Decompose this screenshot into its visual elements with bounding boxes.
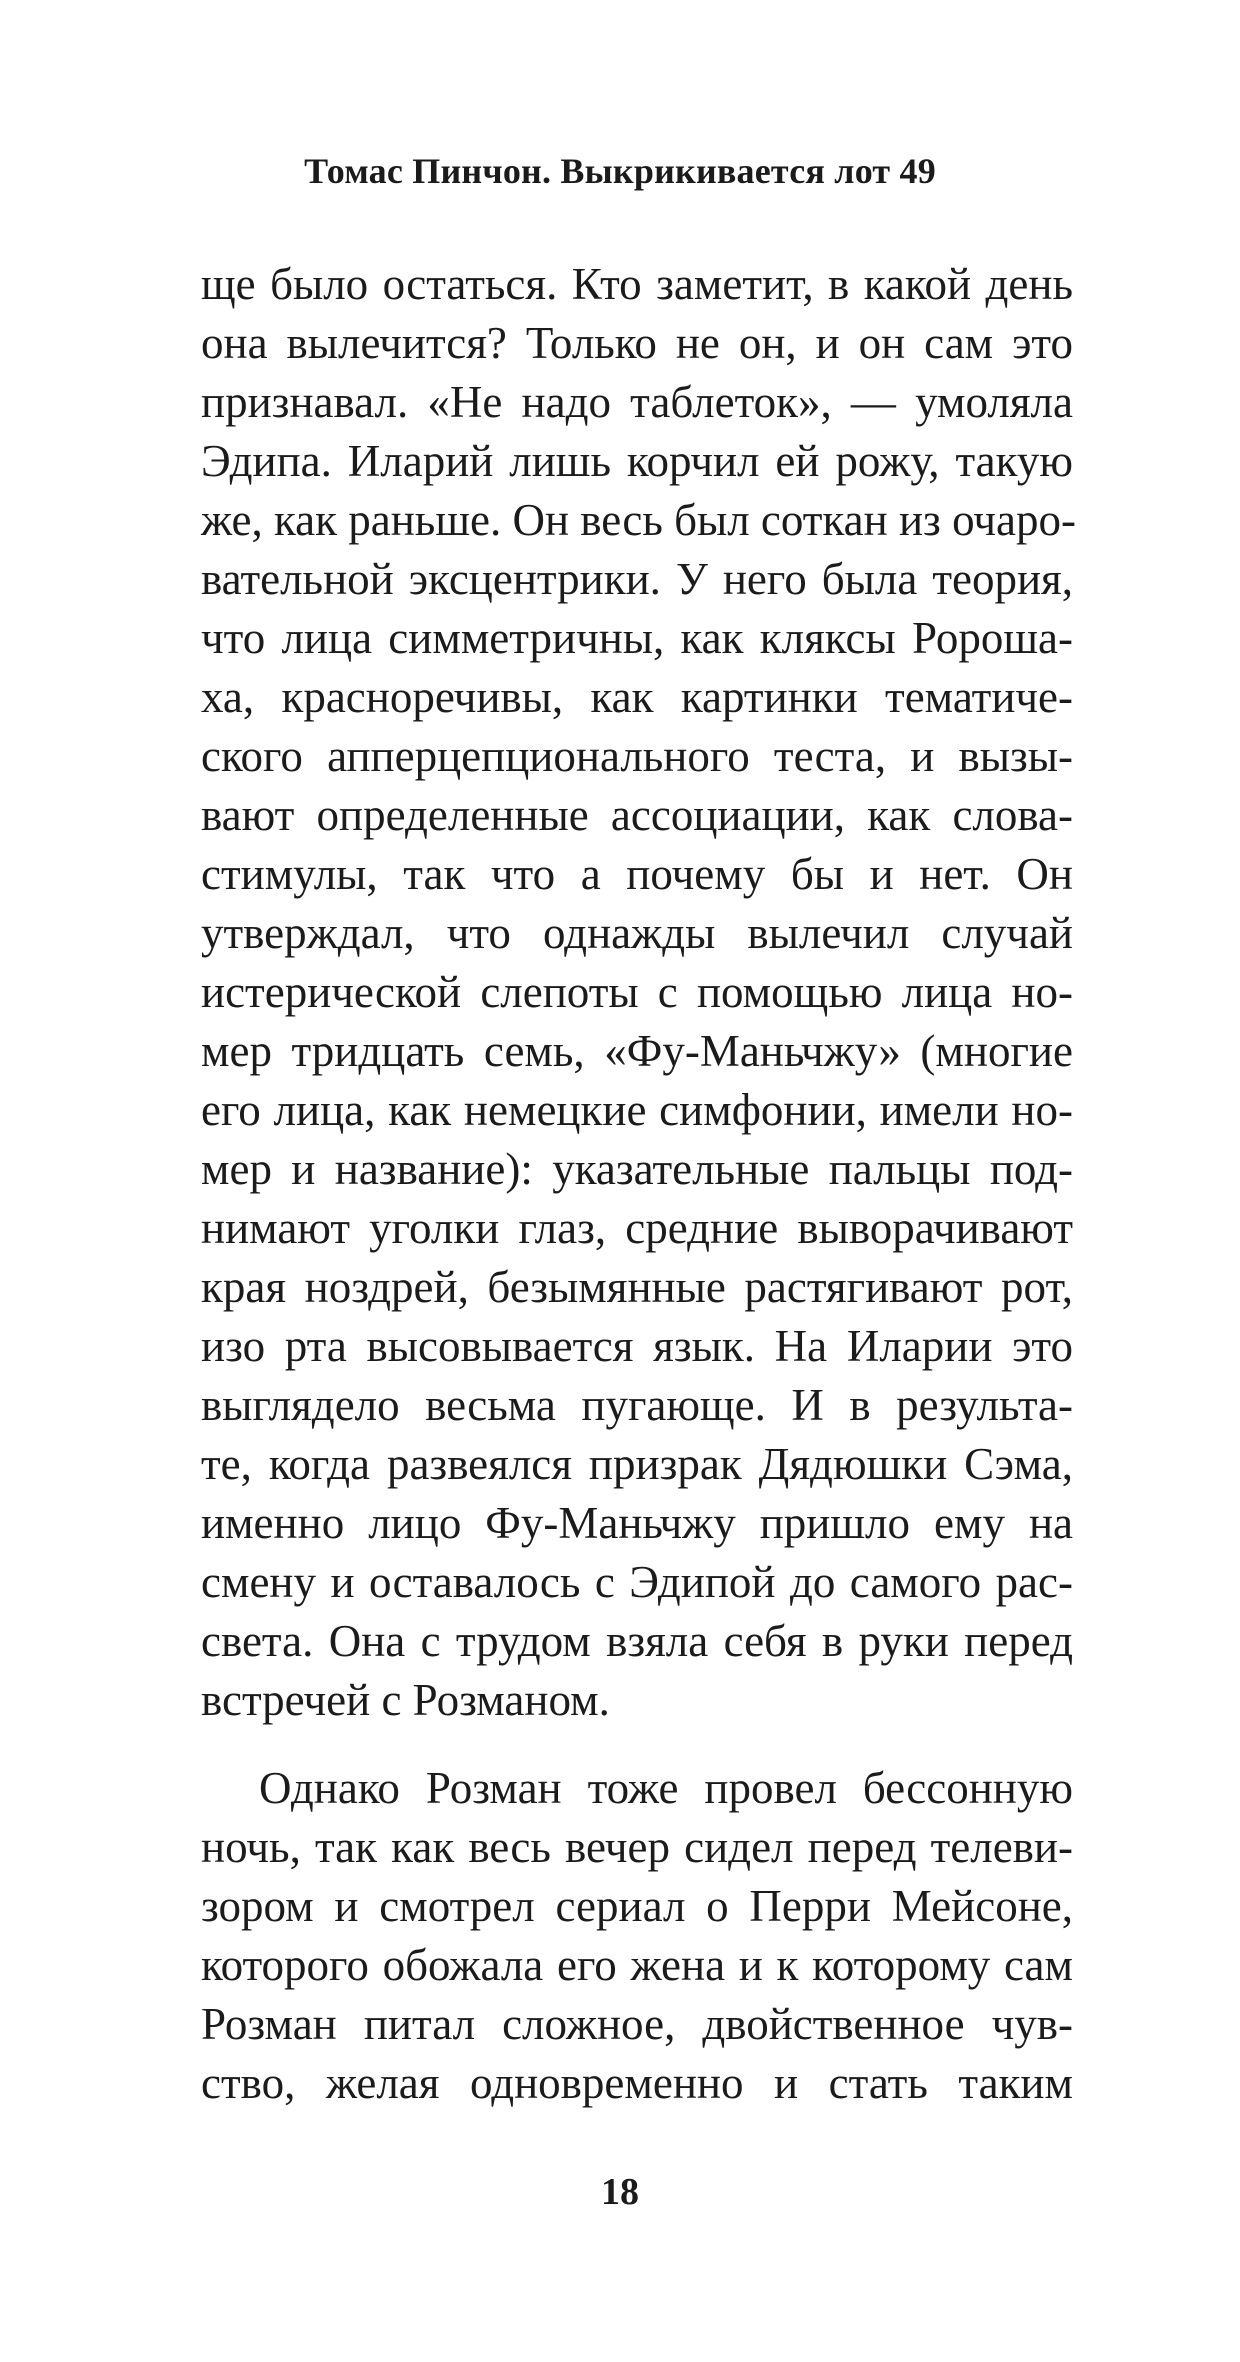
paragraph-spacing (201, 1730, 1073, 1759)
running-head: Томас Пинчон. Выкрикивается лот 49 (304, 151, 936, 191)
text-line: мер и название): указательные пальцы под- (201, 1144, 1073, 1194)
text-line: Эдипа. Иларий лишь корчил ей рожу, такую (201, 436, 1073, 486)
text-line: признавал. «Не надо таблеток», — умоляла (201, 377, 1073, 427)
text-line: света. Она с трудом взяла себя в руки перед (201, 1616, 1073, 1666)
text-line: ство, желая одновременно и стать таким (201, 2058, 1073, 2108)
text-line: же, как раньше. Он весь был соткан из очаро- (201, 495, 1076, 545)
paragraph (201, 1759, 1073, 2113)
text-line: стимулы, так что а почему бы и нет. Он (201, 849, 1073, 899)
text-line: выглядело весьма пугающе. И в результа- (201, 1380, 1073, 1430)
text-line: утверждал, что однажды вылечил случай (201, 908, 1073, 958)
text-line: которого обожала его жена и к которому сам (201, 1940, 1073, 1990)
text-line: мер тридцать семь, «Фу-Маньчжу» (многие (201, 1026, 1073, 1076)
text-line: встречей с Розманом. (201, 1675, 610, 1725)
text-line: ского апперцепционального теста, и вызы- (201, 731, 1073, 781)
text-line: именно лицо Фу-Маньчжу пришло ему на (201, 1498, 1073, 1548)
page-number: 18 (601, 2171, 639, 2213)
text-line: вательной эксцентрики. У него была теория, (201, 554, 1073, 604)
text-line: ще было остаться. Кто заметит, в какой день (201, 259, 1073, 309)
paragraph (201, 255, 1076, 1730)
text-line: истерической слепоты с помощью лица но- (201, 967, 1073, 1017)
text-line: его лица, как немецкие симфонии, имели но- (201, 1085, 1073, 1135)
text-line: ночь, так как весь вечер сидел перед телеви- (201, 1822, 1073, 1872)
text-line: те, когда развеялся призрак Дядюшки Сэма, (201, 1439, 1073, 1489)
text-line: вают определенные ассоциации, как слова- (201, 790, 1073, 840)
text-line: Однако Розман тоже провел бессонную (259, 1763, 1073, 1813)
text-line: Розман питал сложное, двойственное чув- (201, 1999, 1073, 2049)
text-line: зором и смотрел сериал о Перри Мейсоне, (201, 1881, 1073, 1931)
text-line: ха, красноречивы, как картинки тематиче- (201, 672, 1073, 722)
text-line: смену и оставалось с Эдипой до самого рас- (201, 1557, 1073, 1607)
text-line: края ноздрей, безымянные растягивают рот, (201, 1262, 1073, 1312)
text-line: изо рта высовывается язык. На Иларии это (201, 1321, 1073, 1371)
text-line: она вылечится? Только не он, и он сам это (201, 318, 1073, 368)
text-line: нимают уголки глаз, средние выворачивают (201, 1203, 1073, 1253)
body-text (201, 255, 1076, 2113)
text-line: что лица симметричны, как кляксы Ророша- (201, 613, 1073, 663)
